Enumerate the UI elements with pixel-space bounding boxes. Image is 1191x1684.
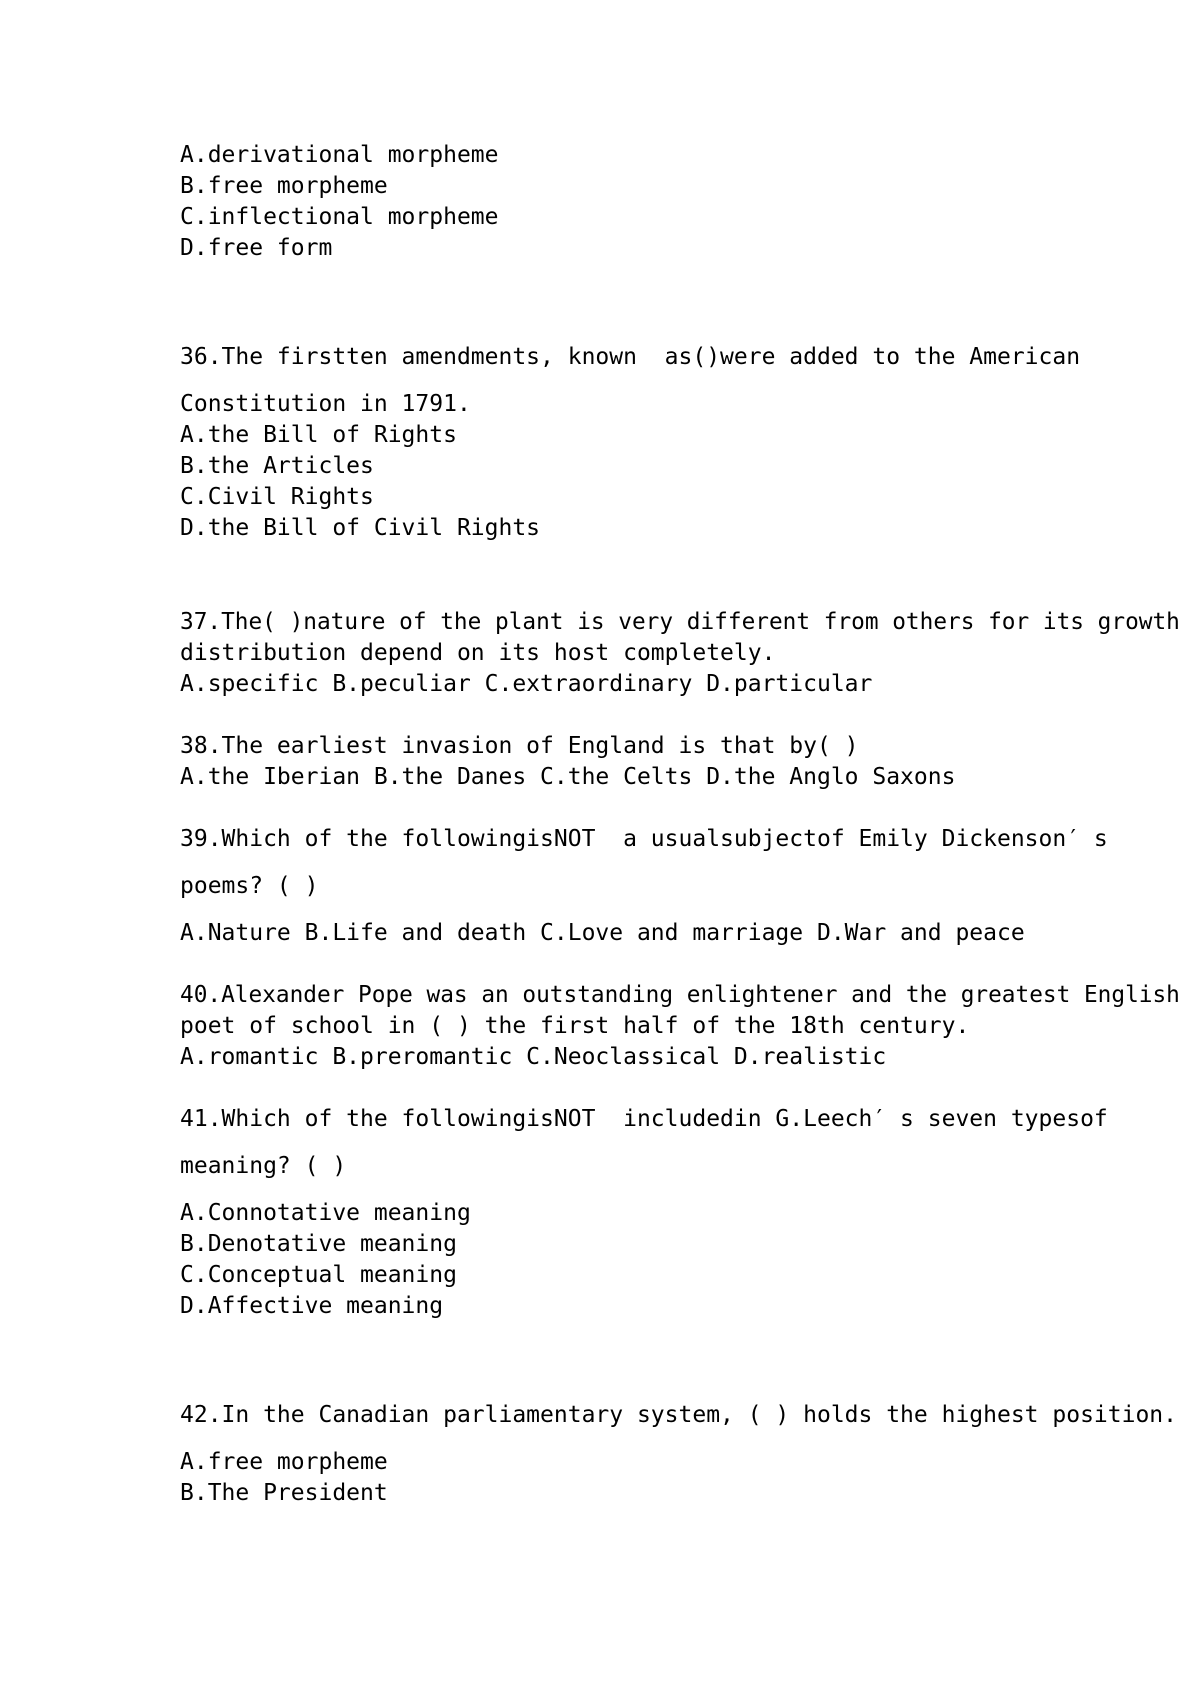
q36-option-c: C.Civil Rights [180,484,374,510]
q41-stem-line-2: meaning? ( ) [180,1153,347,1179]
q36-option-a: A.the Bill of Rights [180,422,457,448]
q39-options: A.Nature B.Life and death C.Love and marriage D.War and peace [180,920,1025,946]
q38-stem: 38.The earliest invasion of England is that by( ) [180,733,859,759]
q41-option-b: B.Denotative meaning [180,1231,457,1257]
q41-option-a: A.Connotative meaning [180,1200,471,1226]
q38-options: A.the Iberian B.the Danes C.the Celts D.the Anglo Saxons [180,764,956,790]
q36-option-d: D.the Bill of Civil Rights [180,515,541,541]
q36-stem-line-1: 36.The firstten amendments, known as()were added to the American [180,344,1081,370]
q41-option-c: C.Conceptual meaning [180,1262,457,1288]
q36-stem-line-2: Constitution in 1791. [180,391,471,417]
q40-stem-line-1: 40.Alexander Pope was an outstanding enlightener and the greatest English [180,982,1180,1008]
q40-options: A.romantic B.preromantic C.Neoclassical D.realistic [180,1044,887,1070]
q39-stem-line-2: poems? ( ) [180,873,319,899]
q42-option-a: A.free morpheme [180,1449,388,1475]
q37-options: A.specific B.peculiar C.extraordinary D.particular [180,671,873,697]
q42-option-b: B.The President [180,1480,388,1506]
q37-stem-line-1: 37.The( )nature of the plant is very different from others for its growth [180,609,1180,635]
q41-option-d: D.Affective meaning [180,1293,444,1319]
q37-stem-line-2: distribution depend on its host completely. [180,640,776,666]
q42-stem: 42.In the Canadian parliamentary system, ( ) holds the highest position. [180,1402,1177,1428]
q35-option-c: C.inflectional morpheme [180,204,499,230]
q35-option-b: B.free morpheme [180,173,388,199]
q39-stem-line-1: 39.Which of the followingisNOT a usualsubjectof Emily Dickenson′ s [180,826,1108,852]
q35-option-a: A.derivational morpheme [180,142,499,168]
q35-option-d: D.free form [180,235,333,261]
q36-option-b: B.the Articles [180,453,374,479]
q40-stem-line-2: poet of school in ( ) the first half of the 18th century. [180,1013,970,1039]
q41-stem-line-1: 41.Which of the followingisNOT includedin G.Leech′ s seven typesof [180,1106,1108,1132]
